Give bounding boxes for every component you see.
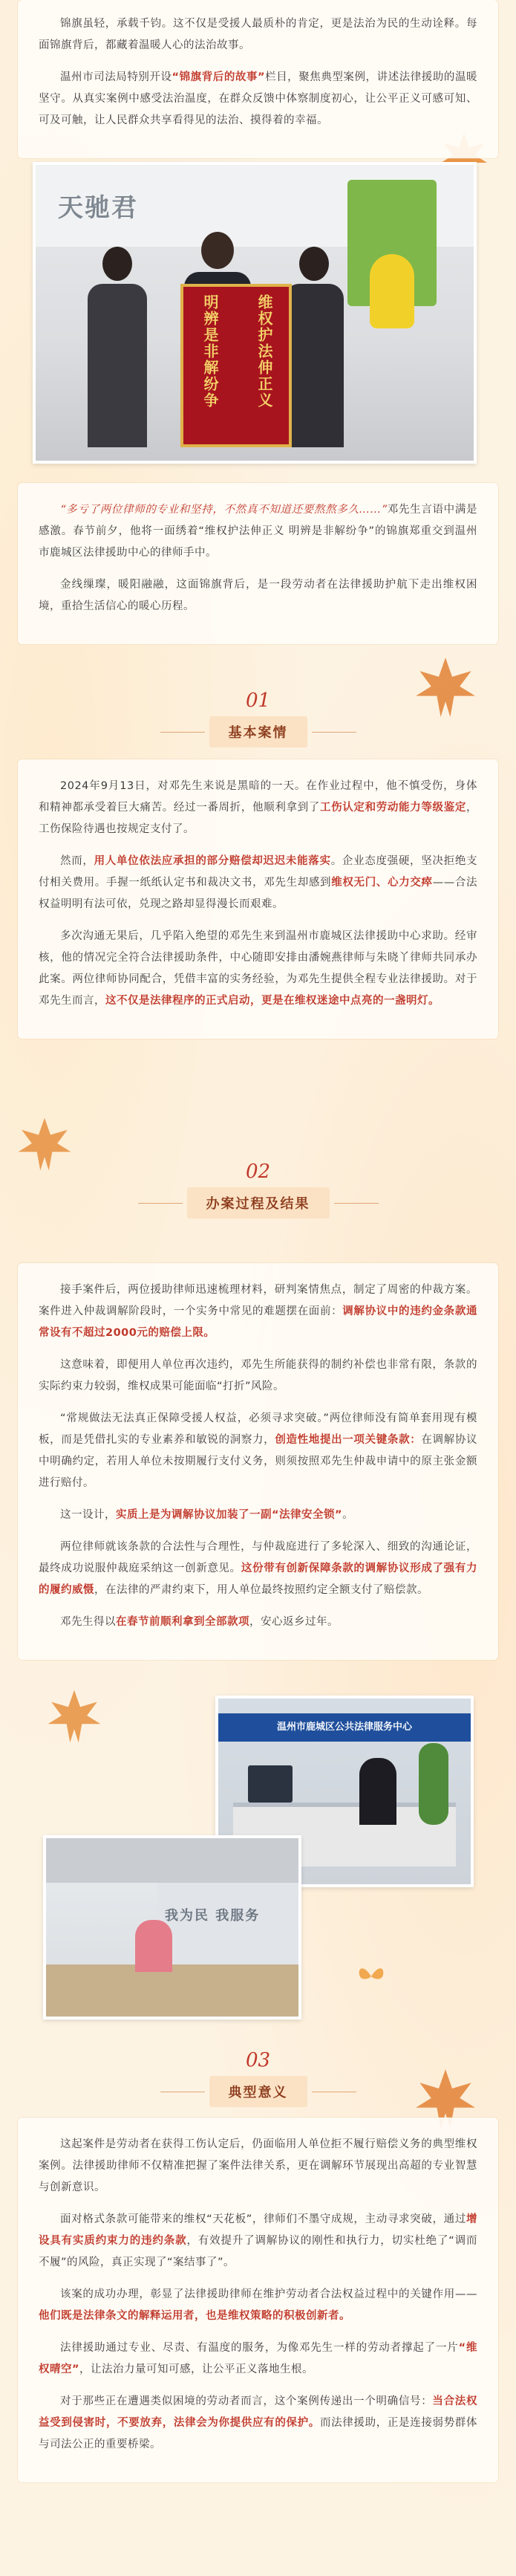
- desk: [46, 1965, 298, 2017]
- banner-text-right: 维权护法伸正义: [255, 294, 273, 409]
- section-2-card: [18, 1263, 498, 1660]
- body-paragraph: 这意味着，即便用人单位再次违约，邓先生所能获得的制约补偿也非常有限，条款的实际约束力较弱，维权成果可能面临“打折”风险。: [39, 1359, 477, 1392]
- quote-paragraph: 金线缫璨，暖阳融融，这面锦旗背后，是一段劳动者在法律援助护航下走出维权困境，重拾生活信心的暖心历程。: [39, 579, 477, 612]
- butterfly-icon: [356, 1962, 386, 1991]
- body-paragraph: 两位律师就该条款的合法性与合理性，与仲裁庭进行了多轮深入、细致的沟通论证，最终成功说服仲裁庭采纳这一创新意见。这份带有创新保障条款的调解协议形成了强有力的履约威慑，在法律的严肃约束下，用人单位最终按照约定全额支付了赔偿款。: [39, 1541, 477, 1596]
- ceiling: [46, 1838, 298, 1883]
- section-1-card: [18, 759, 498, 1039]
- section-3-card: [18, 2118, 498, 2482]
- section-title: 办案过程及结果: [187, 1187, 330, 1219]
- section-title: 基本案情: [209, 716, 307, 747]
- section-header-1: [0, 690, 516, 747]
- body-paragraph: 对于那些正在遭遇类似困境的劳动者而言，这个案例传递出一个明确信号：当合法权益受到侵害时，不要放弃，法律会为你提供应有的保护。而法律援助，正是连接弱势群体与司法公正的重要桥梁。: [39, 2395, 478, 2450]
- mascot-figure: [370, 254, 414, 328]
- section-header-3: [0, 2049, 516, 2107]
- body-paragraph: 该案的成功办理，彰显了法律援助律师在维护劳动者合法权益过程中的关键作用——他们既是法律条文的解释运用者，也是维权策略的积极创新者。: [39, 2288, 477, 2322]
- body-paragraph: 这起案件是劳动者在获得工伤认定后，仍面临用人单位拒不履行赔偿义务的典型维权案例。法律援助律师不仅精准把握了案件法律关系，更在调解环节展现出高超的专业智慧与创新意识。: [39, 2138, 477, 2193]
- intro-paragraph: 温州市司法局特别开设“锦旗背后的故事”栏目，聚焦典型案例，讲述法律援助的温暖坚守。从真实案例中感受法治温度，在群众反馈中体察制度初心，让公平正义可感可知、可及可触，让人民群众共享看得见的法治、摸得着的幸福。: [39, 71, 478, 126]
- body-paragraph: 多次沟通无果后，几乎陷入绝望的邓先生来到温州市鹿城区法律援助中心求助。经审核，他的情况完全符合法律援助条件，中心随即安排由潘婉燕律师与朱晓丫律师共同承办此案。两位律师协同配合，凭借丰富的实务经验，为邓先生提供全程专业法律援助。对于邓先生而言，这不仅是法律程序的正式启动，更是在维权迷途中点亮的一盏明灯。: [39, 930, 477, 1007]
- body-paragraph: 这一设计，实质上是为调解协议加装了一副“法律安全锁”。: [60, 1509, 354, 1521]
- body-paragraph: 法律援助通过专业、尽责、有温度的服务，为像邓先生一样的劳动者撑起了一片“维权晴空”，让法治力量可知可感，让公平正义落地生根。: [39, 2342, 478, 2375]
- wall-logo: 天驰君: [58, 193, 138, 223]
- section-number: 02: [245, 1161, 271, 1183]
- section-title: 典型意义: [209, 2076, 307, 2107]
- person-right: [284, 247, 344, 447]
- plant: [419, 1743, 448, 1825]
- intro-paragraph: 锦旗虽轻，承载千钧。这不仅是受援人最质朴的肯定，更是法治为民的生动诠释。每面锦旗背后，都藏着温暖人心的法治故事。: [39, 18, 477, 51]
- body-paragraph: 然而，用人单位依法应承担的部分赔偿却迟迟未能落实。企业态度强硬，坚决拒绝支付相关费用。手握一纸纸认定书和裁决文书，邓先生却感到维权无门、心力交瘁——合法权益明明有法可依，兑现之路却显得漫长而艰难。: [39, 855, 478, 910]
- section-number: 03: [245, 2049, 271, 2071]
- wall-slogan: 我为民 我服务: [165, 1908, 261, 1924]
- back-wall: [157, 1883, 298, 1972]
- center-signboard: 温州市鹿城区公共法律服务中心: [218, 1713, 471, 1742]
- office-desk-photo: [43, 1835, 301, 2019]
- silk-banner: [180, 284, 292, 447]
- person-left: [88, 247, 147, 447]
- body-paragraph: 邓先生得以在春节前顺利拿到全部款项，安心返乡过年。: [60, 1616, 339, 1628]
- staff-member: [359, 1758, 396, 1825]
- banner-text-left: 明辨是非解纷争: [201, 294, 219, 409]
- maple-leaf-icon: [45, 1687, 104, 1746]
- banner-presentation-photo: [33, 162, 477, 464]
- monitor: [248, 1765, 293, 1803]
- body-paragraph: 面对格式条款可能带来的维权“天花板”，律师们不墨守成规，主动寻求突破，通过增设具有实质约束力的违约条款，有效提升了调解协议的刚性和执行力，切实杜绝了“调而不履”的风险，真正实现了“案结事了”。: [39, 2213, 478, 2268]
- body-paragraph: 接手案件后，两位援助律师迅速梳理材料，研判案情焦点，制定了周密的仲裁方案。案件进入仲裁调解阶段时，一个实务中常见的难题摆在面前：调解协议中的违约金条款通常设有不超过2000元的赔偿上限。: [39, 1284, 478, 1339]
- intro-card: [18, 0, 498, 158]
- quote-card: [18, 483, 498, 644]
- body-paragraph: 2024年9月13日，对邓先生来说是黑暗的一天。在作业过程中，他不慎受伤，身体和精神都承受着巨大痛苦。经过一番周折，他顺利拿到了工伤认定和劳动能力等级鉴定，工伤保险待遇也按规定支付了。: [39, 780, 478, 835]
- section-header-2: [0, 1161, 516, 1219]
- quote-paragraph: “多亏了两位律师的专业和坚持，不然真不知道还要熬熬多久……”邓先生言语中满是感激。春节前夕，他将一面绣着“维权护法伸正义 明辨是非解纷争”的锦旗郑重交到温州市鹿城区法律援助中心的律师手中。: [39, 504, 478, 559]
- body-paragraph: “常规做法无法真正保障受援人权益，必须寻求突破。”两位律师没有简单套用现有模板，而是凭借扎实的专业素养和敏锐的洞察力，创造性地提出一项关键条款：在调解协议中明确约定，若用人单位未按期履行支付义务，则须按照邓先生仲裁申请中的原主张金额进行赔付。: [39, 1412, 478, 1489]
- staff-member: [135, 1920, 172, 1972]
- section-number: 01: [245, 690, 271, 712]
